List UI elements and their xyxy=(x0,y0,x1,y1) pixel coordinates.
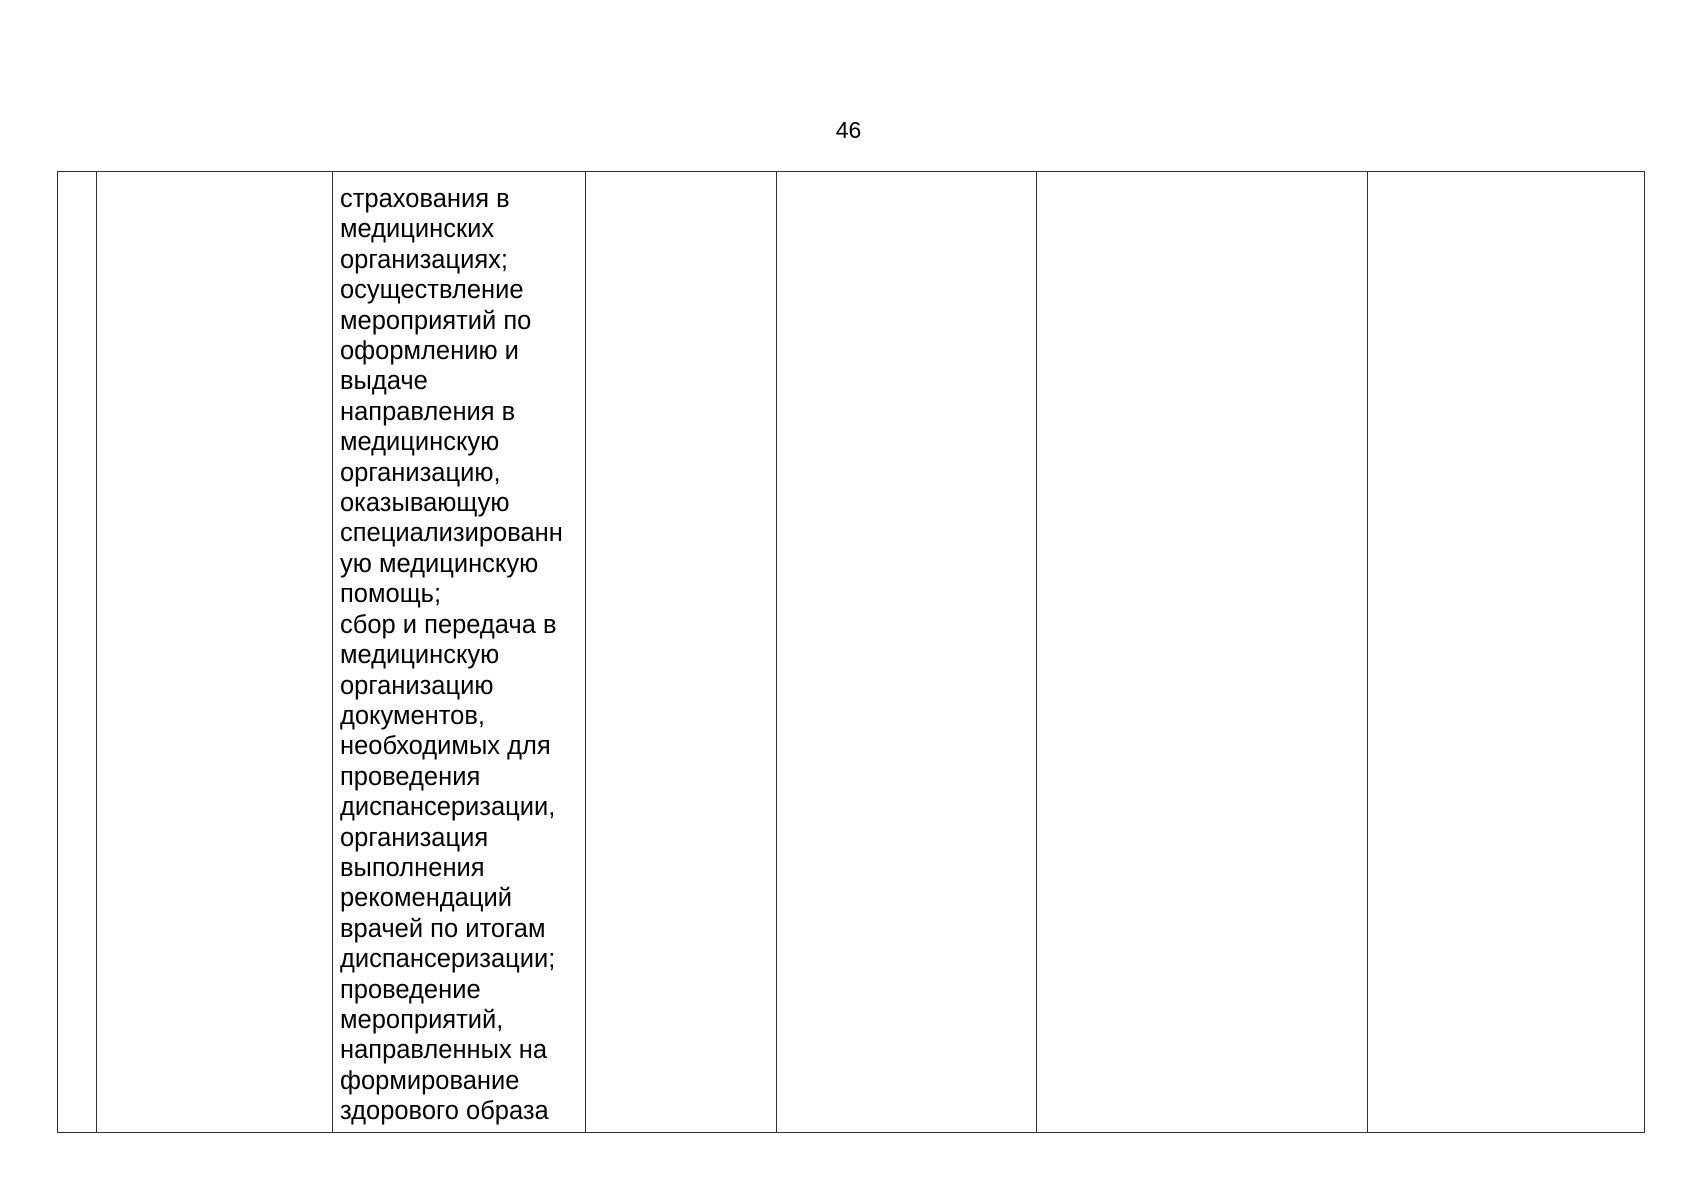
table-cell-5 xyxy=(777,172,1037,1133)
cell-text-6 xyxy=(1037,172,1367,184)
page-number: 46 xyxy=(835,117,862,143)
document-table xyxy=(57,171,1645,1133)
cell-text-4 xyxy=(586,172,776,184)
table-cell-7 xyxy=(1368,172,1645,1133)
table-cell-4 xyxy=(586,172,777,1133)
table-cell-2 xyxy=(97,172,333,1133)
cell-text-2 xyxy=(97,172,332,184)
table-cell-6 xyxy=(1037,172,1368,1133)
cell-text-1 xyxy=(58,172,96,184)
table-row xyxy=(58,172,1645,1133)
cell-text-3: страхования в медицинских организациях; осуществление мероприятий по оформлению и выдаче направления в медицинскую организацию, оказывающую специализированн ую медицинскую помощь; сбор и передача в медицинскую организацию документов, необходимых для проведения диспансеризации, организация выполнения рекомендаций врачей по итогам диспансеризации; проведение мероприятий, направленных на формирование здорового образа xyxy=(340,185,563,1126)
cell-text-5 xyxy=(777,172,1036,184)
table-cell-1 xyxy=(58,172,97,1133)
table-cell-3 xyxy=(333,172,586,1133)
cell-text-7 xyxy=(1368,172,1644,184)
